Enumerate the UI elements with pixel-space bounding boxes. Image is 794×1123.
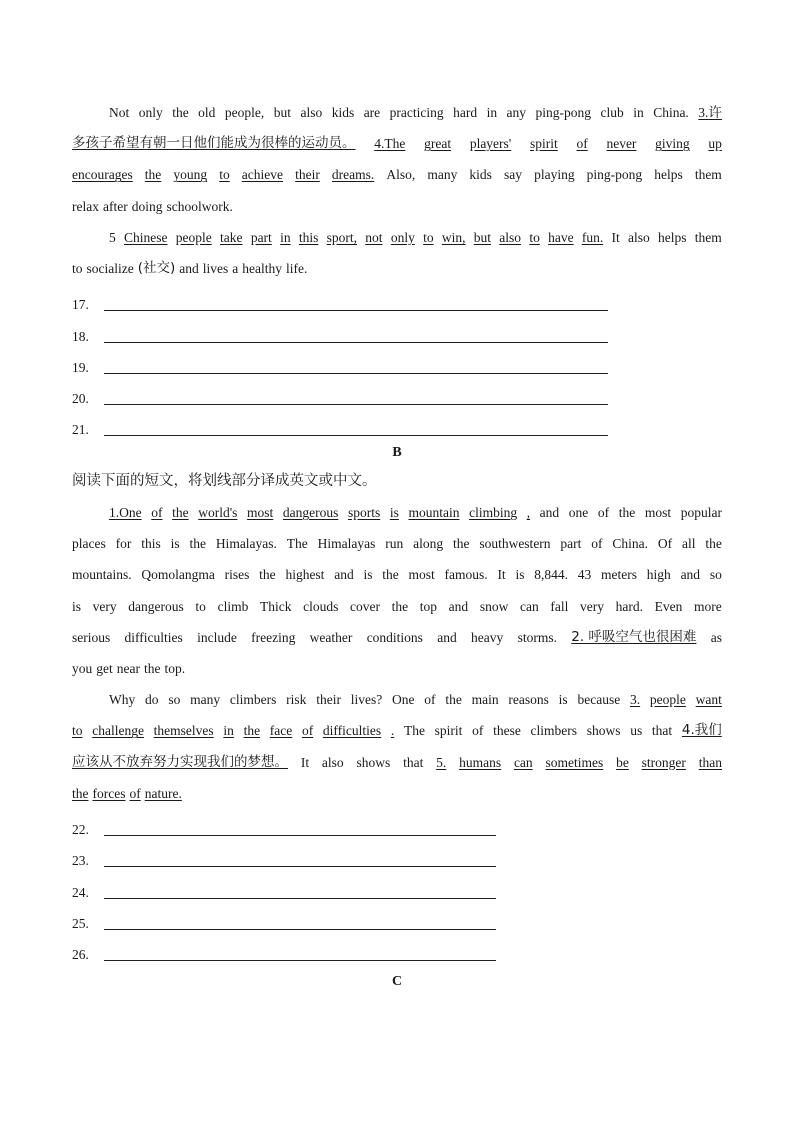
word: the (243, 723, 261, 739)
answer-blank[interactable] (104, 928, 496, 930)
question-number: 22. (72, 822, 89, 838)
word: to (219, 167, 230, 183)
question-number: 19. (72, 359, 89, 375)
word: main (471, 692, 499, 708)
word: never (606, 136, 637, 152)
word: One (392, 692, 415, 708)
word: Also, (386, 167, 416, 183)
word: kids (331, 105, 355, 120)
word: but (473, 229, 492, 245)
word: risk (286, 692, 307, 708)
word: that (403, 754, 424, 770)
word: of (576, 136, 588, 152)
word: It (300, 754, 310, 770)
word: these (493, 723, 521, 739)
word: reasons (508, 692, 549, 708)
word: sometimes (545, 754, 604, 770)
word: the (391, 598, 409, 614)
word: It (497, 567, 506, 583)
word: up (708, 136, 722, 152)
word: 4.The (374, 136, 406, 152)
word: of (424, 692, 436, 708)
word: Himalayas. (215, 536, 277, 552)
word: cover (350, 598, 380, 614)
word: rises (224, 567, 250, 583)
word: have (548, 229, 574, 245)
text-line (72, 559, 722, 590)
word: near (116, 661, 140, 676)
word: fall (550, 598, 569, 614)
word: in (223, 723, 234, 739)
word: The (286, 536, 308, 552)
word: can (519, 598, 539, 614)
word: difficulties (124, 629, 183, 645)
word: this (298, 229, 319, 245)
word: serious (72, 629, 111, 645)
word: 8,844. (534, 567, 568, 583)
word: only (390, 229, 415, 245)
question-number: 17. (72, 297, 89, 313)
section-c-heading: C (391, 973, 403, 989)
word: lives (202, 260, 229, 276)
section-b-heading: B (392, 445, 402, 461)
answer-line (72, 903, 722, 934)
word: very (579, 598, 604, 614)
answer-blank[interactable] (104, 834, 496, 836)
word: so (168, 692, 181, 708)
word: The (403, 723, 425, 739)
word: hard. (615, 598, 643, 614)
word: do (145, 692, 159, 708)
word: 5. (436, 754, 447, 770)
text-line (72, 528, 722, 559)
word: Even (654, 598, 683, 614)
word: most (408, 567, 435, 583)
word: 4.我们 (681, 722, 722, 739)
word: get (96, 661, 113, 676)
word: kids (469, 167, 492, 183)
word: high (646, 567, 671, 583)
word: can (513, 754, 533, 770)
word: the (445, 692, 462, 708)
answer-line (72, 378, 722, 409)
answer-line (72, 840, 722, 871)
word: for (115, 536, 132, 552)
word: of (591, 536, 603, 552)
word: places (72, 536, 106, 552)
word: Thick (259, 598, 292, 614)
text-line (72, 591, 722, 622)
word: young (173, 167, 208, 183)
answer-blank[interactable] (104, 897, 496, 899)
word: in (633, 105, 644, 120)
question-number: 23. (72, 853, 89, 869)
word: all (681, 536, 696, 552)
word: and (539, 505, 560, 521)
word: to (423, 229, 434, 245)
word: their (316, 692, 341, 708)
word: the (189, 536, 206, 552)
word: shows (586, 723, 621, 739)
word: conditions (366, 629, 423, 645)
word: is (72, 598, 82, 614)
word: weather (309, 629, 353, 645)
word: and (334, 567, 354, 583)
section-a-paragraph-1 (72, 97, 722, 222)
answer-line (72, 934, 722, 965)
text-line (72, 497, 722, 528)
word: say (504, 167, 522, 183)
word: because (577, 692, 621, 708)
word: 2. 呼吸空气也很困难 (571, 628, 697, 645)
word: to (529, 229, 540, 245)
word: giving (655, 136, 690, 152)
word: spirit (529, 136, 558, 152)
word: players' (469, 136, 512, 152)
word: fun. (581, 229, 604, 245)
word: Himalayas (317, 536, 376, 552)
word: and (179, 260, 199, 276)
text-line (72, 128, 722, 159)
word: shows (356, 754, 391, 770)
word: climbers (530, 723, 578, 739)
word: many (190, 692, 221, 708)
word: also (300, 105, 323, 120)
section-a-paragraph-2 (72, 222, 722, 284)
word: achieve (241, 167, 284, 183)
word: sport, (326, 229, 358, 245)
word: playing (534, 167, 575, 183)
word: are (363, 105, 381, 120)
text-line (72, 222, 722, 253)
word: people (175, 229, 212, 245)
word: many (427, 167, 458, 183)
answer-blank[interactable] (104, 309, 608, 311)
word: socialize (86, 260, 134, 276)
section-b-paragraph-2 (72, 684, 722, 809)
word: one (568, 505, 589, 521)
text-line (72, 97, 722, 128)
word: . (390, 723, 395, 739)
word: Why (109, 692, 136, 708)
word: 3. (629, 692, 641, 708)
question-number: 26. (72, 946, 89, 962)
word: us (630, 723, 643, 739)
question-number: 21. (72, 422, 89, 438)
word: than (698, 754, 722, 770)
word: southwestern (479, 536, 551, 552)
word: climbing (469, 505, 518, 521)
section-a-answer-lines (72, 284, 722, 440)
word: any (506, 105, 527, 120)
answer-line (72, 871, 722, 902)
question-number: 24. (72, 884, 89, 900)
word: the (618, 505, 636, 521)
word: people (649, 692, 686, 708)
word: very (92, 598, 117, 614)
word: more (694, 598, 722, 614)
text-line (72, 653, 722, 684)
word: of (129, 785, 141, 801)
question-number: 18. (72, 328, 89, 344)
word: dreams. (331, 167, 375, 183)
word: their (295, 167, 320, 183)
word: (社交) (137, 259, 176, 276)
answer-blank[interactable] (104, 372, 608, 374)
word: part (560, 536, 582, 552)
word: helps (654, 167, 683, 183)
word: the (382, 567, 399, 583)
word: the (144, 167, 162, 183)
word: 应该从不放弃努力实现我们的梦想。 (72, 753, 288, 770)
word: themselves (153, 723, 214, 739)
word: only (138, 105, 163, 120)
word: stronger (641, 754, 686, 770)
answer-line (72, 284, 722, 315)
word: ping-pong (586, 167, 643, 183)
word: snow (479, 598, 509, 614)
text-line (72, 622, 722, 653)
word: and (448, 598, 469, 614)
word: 43 (577, 567, 592, 583)
word: is (558, 692, 568, 708)
word: highest (285, 567, 325, 583)
text-line (72, 159, 722, 190)
section-b-instruction: 阅读下面的短文，将划线部分译成英文或中文。 (72, 473, 377, 490)
word: and (680, 567, 701, 583)
word: nature. (144, 785, 182, 801)
word: sports (347, 505, 381, 521)
word: Chinese (124, 229, 168, 245)
word: also (321, 754, 344, 770)
word: them (694, 167, 722, 183)
word: spirit (434, 723, 463, 739)
word: popular (680, 505, 722, 521)
word: of (597, 505, 610, 521)
word: relax (72, 198, 99, 214)
word: Qomolangma (141, 567, 215, 583)
word: clouds (303, 598, 339, 614)
answer-blank[interactable] (104, 341, 608, 343)
text-line (72, 253, 722, 284)
word: of (472, 723, 484, 739)
answer-blank[interactable] (104, 403, 608, 405)
word: that (651, 723, 673, 739)
word: be (616, 754, 629, 770)
word: 3.许 (698, 105, 722, 121)
word: is (515, 567, 525, 583)
word: 许 (708, 105, 722, 121)
word: climb (217, 598, 249, 614)
word: , (526, 505, 531, 521)
word: dangerous (282, 505, 339, 521)
word: you (72, 661, 93, 676)
word: It (611, 229, 620, 245)
word: the (172, 105, 189, 120)
word: 1.One (109, 505, 142, 521)
word: the (72, 785, 89, 801)
word: so (709, 567, 722, 583)
word: want (695, 692, 722, 708)
word: the (172, 505, 189, 521)
word: Of (657, 536, 673, 552)
answer-blank[interactable] (104, 865, 496, 867)
word: this (141, 536, 161, 552)
question-number: 20. (72, 390, 89, 406)
word: not (365, 229, 383, 245)
text-line (72, 747, 722, 778)
word: hard (453, 105, 478, 120)
word: of (151, 505, 163, 521)
word: old (198, 105, 216, 120)
text-line (72, 778, 722, 809)
word: take (220, 229, 243, 245)
word: meters (601, 567, 638, 583)
word: 多孩子希望有朝一日他们能成为很棒的运动员。 (72, 135, 356, 152)
word: run (385, 536, 404, 552)
text-line (72, 684, 722, 715)
word: people, (224, 105, 265, 120)
section-b-answer-lines (72, 809, 722, 965)
word: to (72, 260, 83, 276)
word: humans (459, 754, 502, 770)
word: after (102, 198, 128, 214)
word: top. (164, 661, 186, 676)
worksheet-page (72, 97, 722, 995)
word: of (301, 723, 314, 739)
word: most (247, 505, 274, 521)
word: great (424, 136, 452, 152)
text-line (72, 191, 722, 222)
word: lives? (350, 692, 383, 708)
answer-line (72, 409, 722, 440)
word: practicing (389, 105, 444, 120)
word: heavy (471, 629, 504, 645)
word: life. (286, 260, 308, 276)
word: famous. (444, 567, 488, 583)
word: mountains. (72, 567, 132, 583)
text-line (72, 715, 722, 746)
word: challenge (92, 723, 144, 739)
word: the (143, 661, 161, 676)
word: to (72, 723, 83, 739)
word: is (170, 536, 180, 552)
answer-line (72, 347, 722, 378)
word: helps (658, 229, 687, 245)
answer-line (72, 809, 722, 840)
word: forces (92, 785, 126, 801)
word: encourages (72, 167, 133, 183)
word: but (273, 105, 292, 120)
word: as (710, 629, 722, 645)
word: top (419, 598, 438, 614)
word: doing (131, 198, 163, 214)
word: is (389, 505, 399, 521)
word: part (250, 229, 272, 245)
word: China. (653, 105, 689, 120)
word: club (600, 105, 624, 120)
word: China. (612, 536, 649, 552)
word: the (705, 536, 722, 552)
word: along (413, 536, 444, 552)
word: freezing (251, 629, 296, 645)
word: the (259, 567, 276, 583)
section-b-paragraph-1 (72, 497, 722, 684)
word: win, (441, 229, 466, 245)
answer-line (72, 315, 722, 346)
word: also (628, 229, 650, 245)
word: healthy (242, 260, 283, 276)
word: Not (109, 105, 130, 120)
word: is (363, 567, 373, 583)
word: difficulties (322, 723, 382, 739)
word: in (486, 105, 498, 120)
word: and (437, 629, 457, 645)
word: include (197, 629, 237, 645)
word: to (195, 598, 206, 614)
word: a (232, 260, 239, 276)
word: climbers (229, 692, 277, 708)
word: world's (198, 505, 238, 521)
word: them (694, 229, 722, 245)
word: mountain (408, 505, 460, 521)
word: most (644, 505, 672, 521)
word: schoolwork. (166, 198, 233, 214)
word: face (269, 723, 293, 739)
answer-blank[interactable] (104, 959, 496, 961)
word: storms. (517, 629, 557, 645)
word: in (280, 229, 291, 245)
word: also (499, 229, 522, 245)
word: 5 (109, 229, 116, 245)
word: dangerous (128, 598, 184, 614)
question-number: 25. (72, 915, 89, 931)
word: the (452, 536, 470, 552)
word: ping-pong (535, 105, 592, 120)
answer-blank[interactable] (104, 434, 608, 436)
